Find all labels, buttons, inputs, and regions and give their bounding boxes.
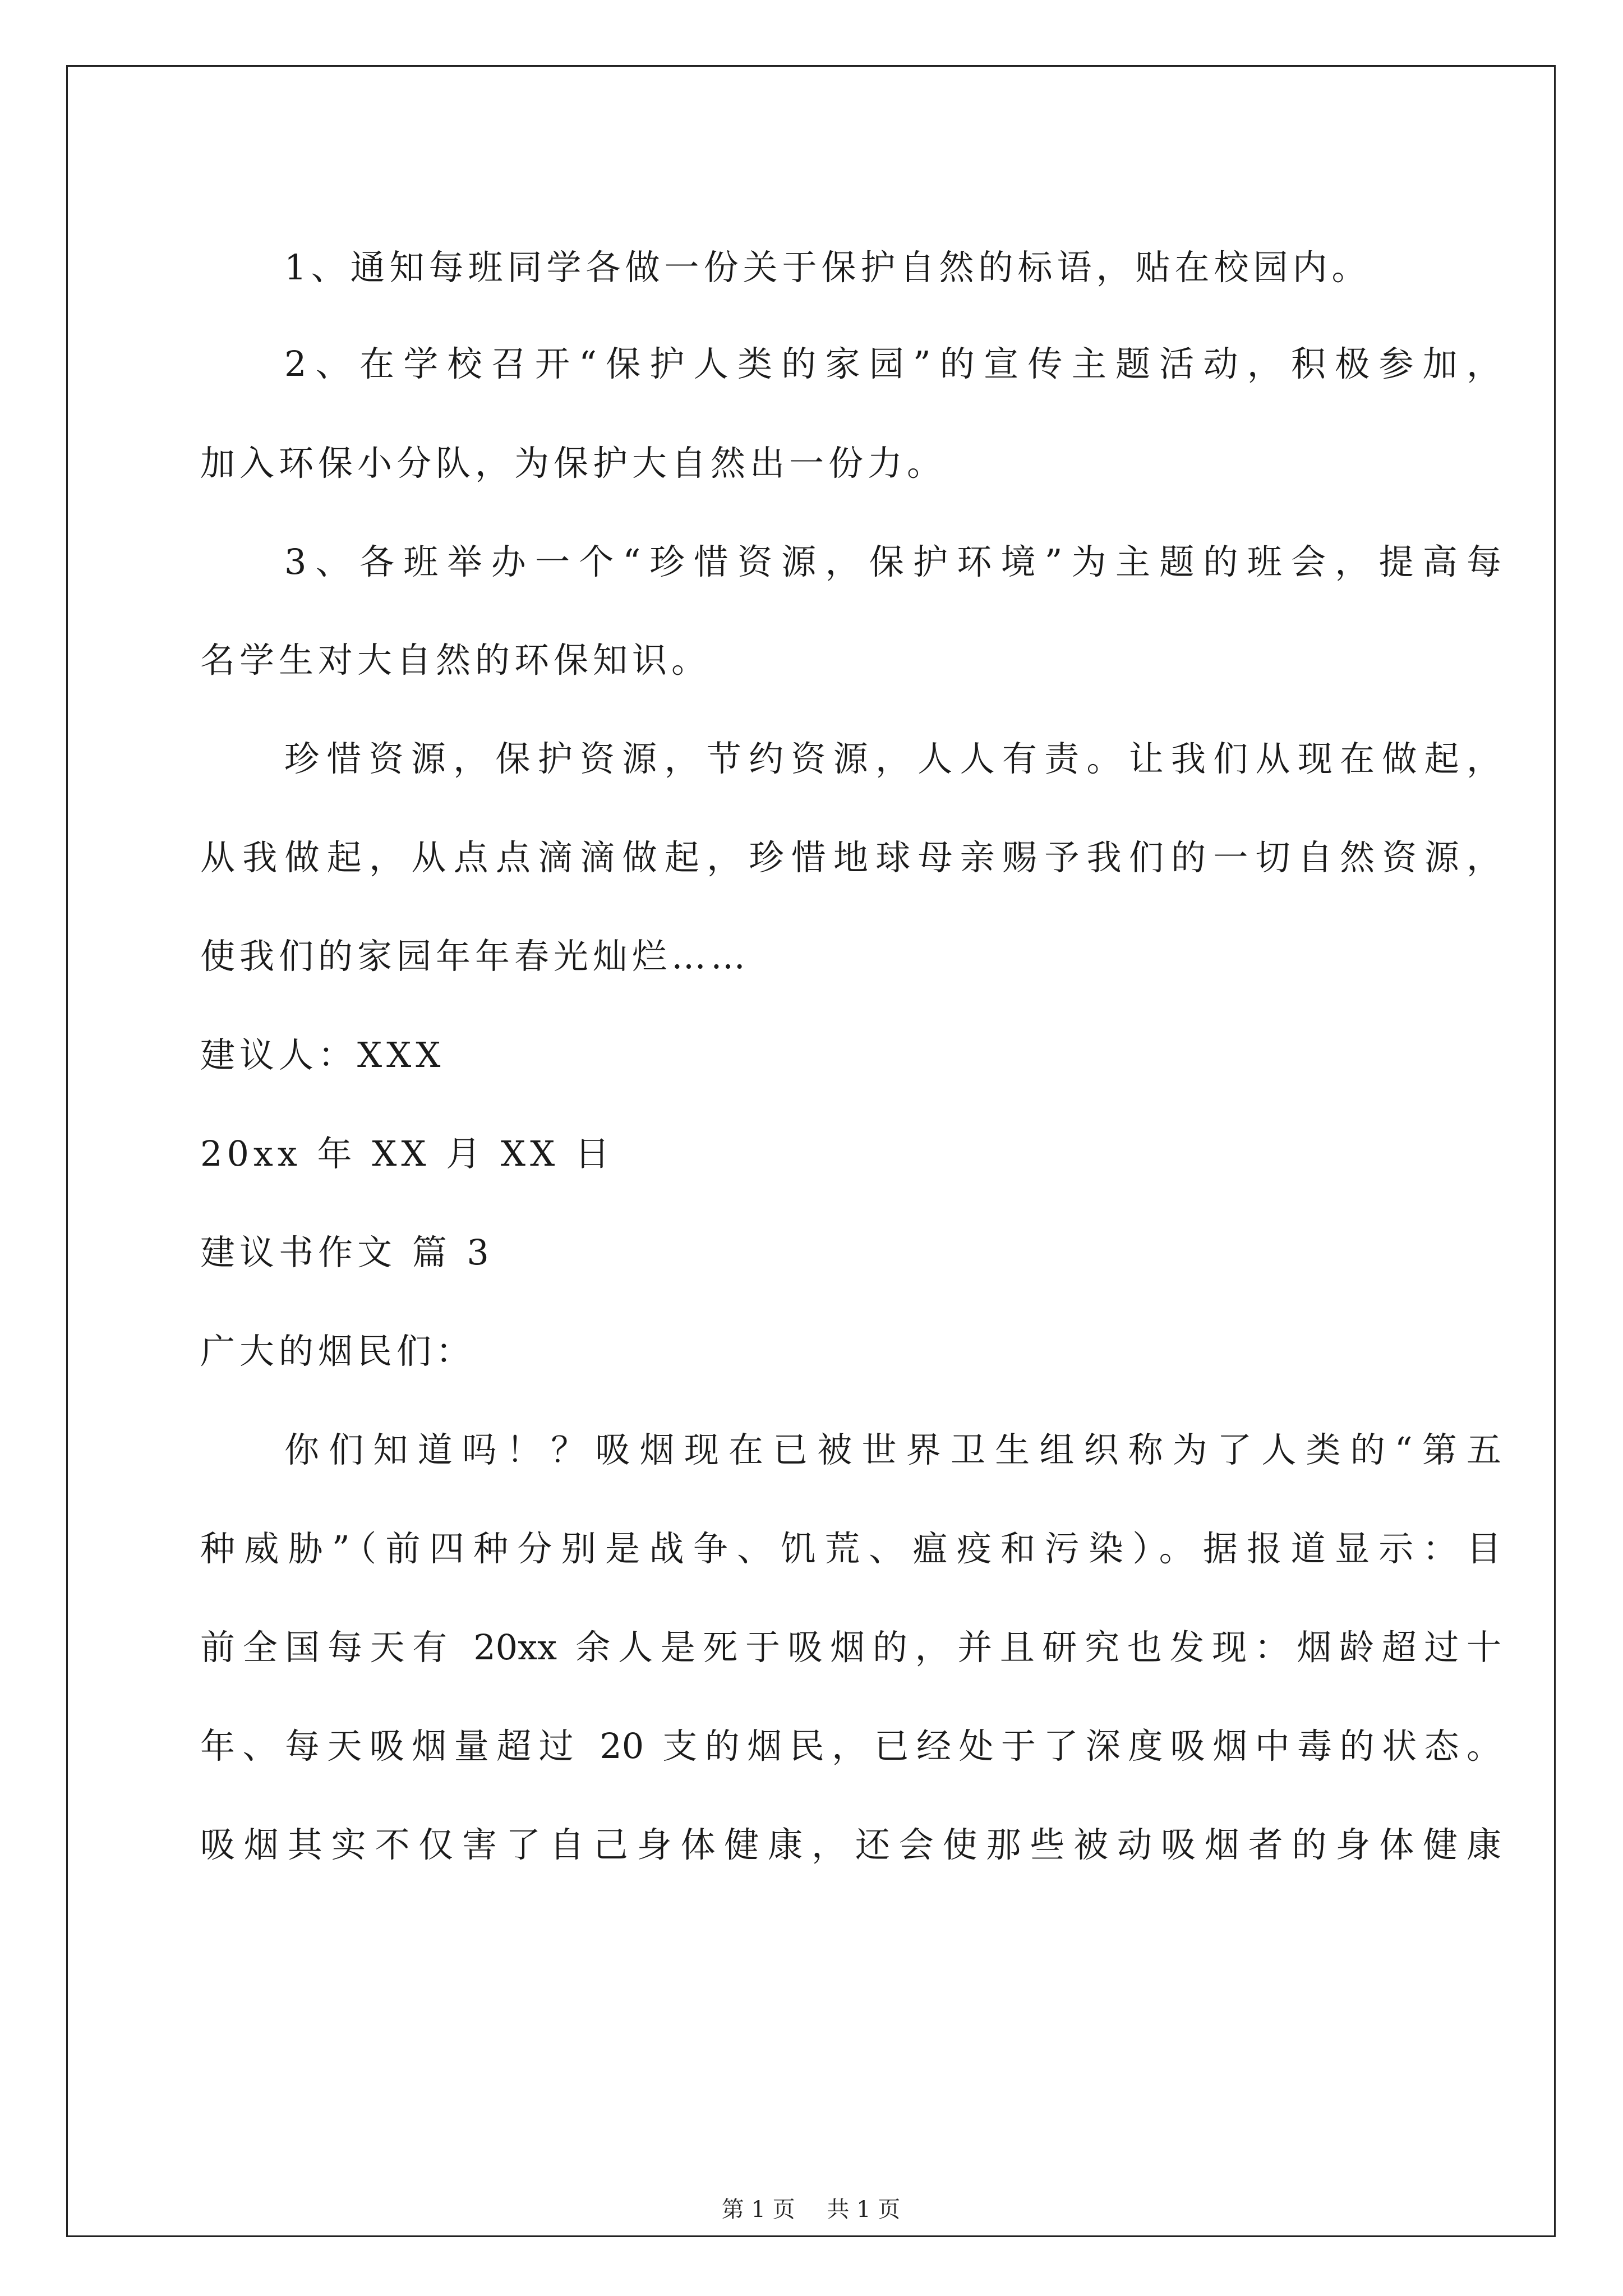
document-body (200, 67, 1501, 2235)
paragraph-line: 吸烟其实不仅害了自己身体健康，还会使那些被动吸烟者的身体健康 (200, 1824, 1501, 1865)
page-footer (68, 2196, 1554, 2224)
paragraph-line: 前全国每天有 20xx 余人是死于吸烟的，并且研究也发现：烟龄超过十 (200, 1627, 1501, 1668)
paragraph-line: 3、各班举办一个“珍惜资源，保护环境”为主题的班会，提高每 (284, 541, 1501, 582)
paragraph-line: 名学生对大自然的环保知识。 (200, 639, 711, 680)
paragraph-line: 珍惜资源，保护资源，节约资源，人人有责。让我们从现在做起， (284, 738, 1501, 779)
paragraph-line: 种威胁”（前四种分别是战争、饥荒、瘟疫和污染）。据报道显示：目 (200, 1528, 1501, 1569)
page-number-current: 第 1 页 (721, 2197, 795, 2223)
page-number-total: 共 1 页 (827, 2197, 901, 2223)
salutation-line: 广大的烟民们： (200, 1331, 476, 1372)
paragraph-line: 1、通知每班同学各做一份关于保护自然的标语，贴在校园内。 (284, 247, 1371, 288)
page-frame (66, 65, 1556, 2237)
paragraph-line: 加入环保小分队，为保护大自然出一份力。 (200, 443, 947, 484)
paragraph-line: 使我们的家园年年春光灿烂…… (200, 936, 750, 977)
section-heading: 建议书作文 篇 3 (200, 1232, 494, 1273)
paragraph-line: 年、每天吸烟量超过 20 支的烟民，已经处于了深度吸烟中毒的状态。 (200, 1726, 1501, 1766)
paragraph-line: 从我做起，从点点滴滴做起，珍惜地球母亲赐予我们的一切自然资源， (200, 837, 1501, 878)
signature-line: 建议人：XXX (200, 1034, 445, 1075)
date-line: 20xx 年 XX 月 XX 日 (200, 1133, 614, 1174)
paragraph-line: 2、在学校召开“保护人类的家园”的宣传主题活动，积极参加， (284, 343, 1501, 384)
paragraph-line: 你们知道吗！？吸烟现在已被世界卫生组织称为了人类的“第五 (284, 1429, 1501, 1470)
